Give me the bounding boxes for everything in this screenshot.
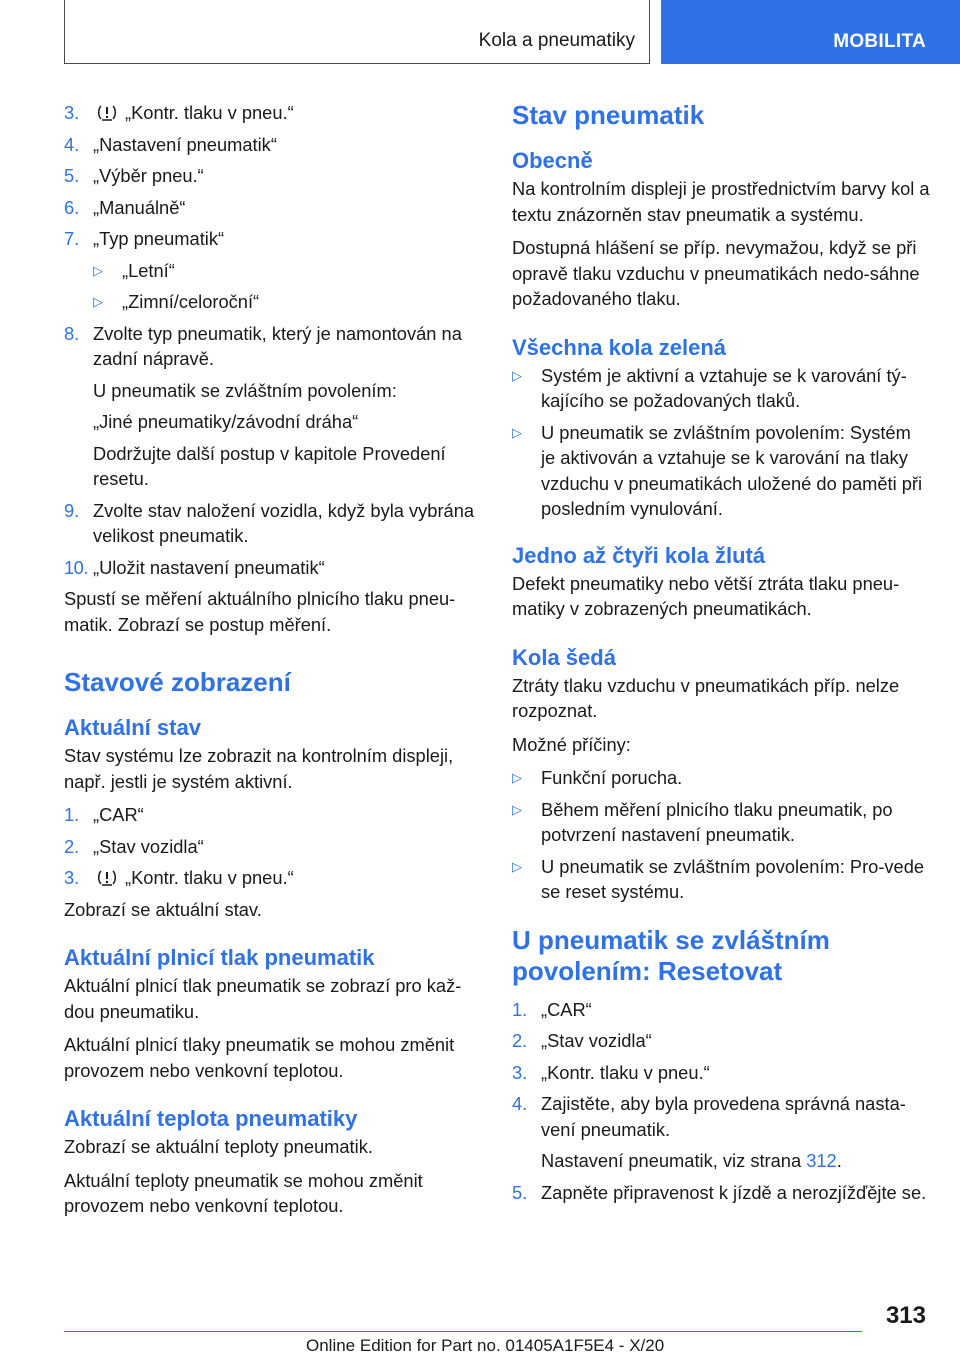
list-item: 1. „CAR“: [64, 804, 144, 825]
list-item: 9. Zvolte stav naložení vozidla, když byla vybrána velikost pneumatik.: [64, 499, 475, 546]
list-item: 2. „Stav vozidla“: [512, 1030, 652, 1051]
tire-pressure-warning-icon: [97, 103, 117, 121]
sub-bullet-item: ▷ „Zimní/celoroční“: [93, 289, 484, 315]
bullet-item: ▷ U pneumatik se zvláštním povolením: Systém je aktivován a vztahuje se k varování na tlaky vzduchu v pneumatikách uložené do paměti při posledním vynulování.: [512, 420, 930, 522]
list-item: 7. „Typ pneumatik“: [64, 228, 225, 249]
list-item-continuation: „Jiné pneumatiky/závodní dráha“: [93, 411, 359, 432]
footer-edition: Online Edition for Part no. 01405A1F5E4 - X/20: [306, 1336, 665, 1355]
heading-status-display: Stavové zobrazení: [64, 667, 291, 697]
page-reference-link[interactable]: 312: [806, 1150, 837, 1171]
list-item: 8. Zvolte typ pneumatik, který je namontován na zadní nápravě.: [64, 322, 462, 369]
left-column: [64, 100, 484, 1227]
bullet-triangle-icon: ▷: [512, 858, 522, 874]
paragraph: Zobrazí se aktuální teploty pneumatik.: [64, 1136, 373, 1157]
heading-all-green: Všechna kola zelená: [512, 334, 726, 360]
bullet-triangle-icon: ▷: [512, 367, 522, 383]
bullet-triangle-icon: ▷: [93, 294, 103, 309]
list-item: 6. „Manuálně“: [64, 196, 186, 218]
list-item-continuation: Dodržujte další postup v kapitole Provedení resetu.: [93, 442, 446, 489]
list-item-continuation: U pneumatik se zvláštním povolením:: [93, 379, 397, 401]
header-title-box: [64, 0, 650, 64]
heading-yellow: Jedno až čtyři kola žlutá: [512, 542, 766, 568]
paragraph: Možné příčiny:: [512, 733, 631, 755]
section-title: MOBILITA: [833, 31, 926, 52]
list-item: 3. „Kontr. tlaku v pneu.“: [64, 867, 294, 888]
list-item: 5. „Výběr pneu.“: [64, 165, 204, 186]
heading-current-pressure: Aktuální plnicí tlak pneumatik: [64, 945, 375, 970]
heading-reset: U pneumatik se zvláštním povolením: Resetovat: [512, 924, 830, 986]
list-item-continuation: Nastavení pneumatik, viz strana 312.: [541, 1150, 842, 1171]
steps-list-top: [64, 100, 484, 252]
heading-general: Obecně: [512, 148, 593, 173]
list-item: 10. „Uložit nastavení pneumatik“: [64, 556, 325, 578]
heading-current-status: Aktuální stav: [64, 715, 201, 740]
header-section-box: [661, 0, 960, 64]
list-item: 1. „CAR“: [512, 998, 592, 1020]
paragraph: Zobrazí se aktuální stav.: [64, 898, 262, 920]
list-item: 5. Zapněte připravenost k jízdě a nerozjížďějte se.: [512, 1181, 927, 1203]
bullet-triangle-icon: ▷: [512, 770, 522, 785]
paragraph: Aktuální plnicí tlaky pneumatik se mohou změnit provozem nebo venkovní teplotou.: [64, 1034, 455, 1081]
footer-divider: [64, 1331, 862, 1332]
bullet-item: ▷ Během měření plnicího tlaku pneumatik, po potvrzení nastavení pneumatik.: [512, 797, 930, 848]
paragraph: Defekt pneumatiky nebo větší ztráta tlaku pneu‐matiky v zobrazených pneumatikách.: [512, 572, 900, 619]
list-item: 3. „Kontr. tlaku v pneu.“: [512, 1061, 710, 1083]
paragraph: Spustí se měření aktuálního plnicího tlaku pneu‐matik. Zobrazí se postup měření.: [64, 588, 456, 635]
list-item: 2. „Stav vozidla“: [64, 835, 204, 857]
heading-grey: Kola šedá: [512, 644, 616, 670]
heading-current-temperature: Aktuální teplota pneumatiky: [64, 1106, 358, 1131]
bullet-triangle-icon: ▷: [512, 424, 522, 440]
chapter-title: Kola a pneumatiky: [478, 30, 635, 51]
list-item: 3. „Kontr. tlaku v pneu.“: [64, 102, 294, 123]
paragraph: Dostupná hlášení se příp. nevymažou, když se při opravě tlaku vzduchu v pneumatikách nedo‐sáhne požadovaného tlaku.: [512, 237, 920, 309]
paragraph: Ztráty tlaku vzduchu v pneumatikách příp. nelze rozpoznat.: [512, 674, 900, 721]
sub-bullet-item: ▷ „Letní“: [93, 258, 484, 284]
paragraph: Na kontrolním displeji je prostřednictvím barvy kol a textu znázorněn stav pneumatik a systému.: [512, 178, 930, 225]
list-item: 4. Zajistěte, aby byla provedena správná nasta‐vení pneumatik.: [512, 1093, 906, 1140]
page-number: 313: [885, 1302, 926, 1329]
paragraph: Aktuální teploty pneumatik se mohou změnit provozem nebo venkovní teplotou.: [64, 1169, 423, 1216]
bullet-item: ▷ Funkční porucha.: [512, 765, 930, 791]
right-column: [512, 100, 930, 1211]
paragraph: Stav systému lze zobrazit na kontrolním displeji, např. jestli je systém aktivní.: [64, 745, 454, 792]
bullet-triangle-icon: ▷: [512, 801, 522, 817]
bullet-item: ▷ Systém je aktivní a vztahuje se k varování tý‐kajícího se požadovaných tlaků.: [512, 363, 930, 414]
tire-pressure-warning-icon: [97, 868, 117, 886]
heading-tire-status: Stav pneumatik: [512, 100, 705, 130]
bullet-triangle-icon: ▷: [93, 262, 103, 278]
paragraph: Aktuální plnicí tlak pneumatik se zobrazí pro kaž‐dou pneumatiku.: [64, 975, 462, 1022]
list-item: 4. „Nastavení pneumatik“: [64, 133, 277, 155]
bullet-item: ▷ U pneumatik se zvláštním povolením: Pro‐vede se reset systému.: [512, 854, 930, 905]
